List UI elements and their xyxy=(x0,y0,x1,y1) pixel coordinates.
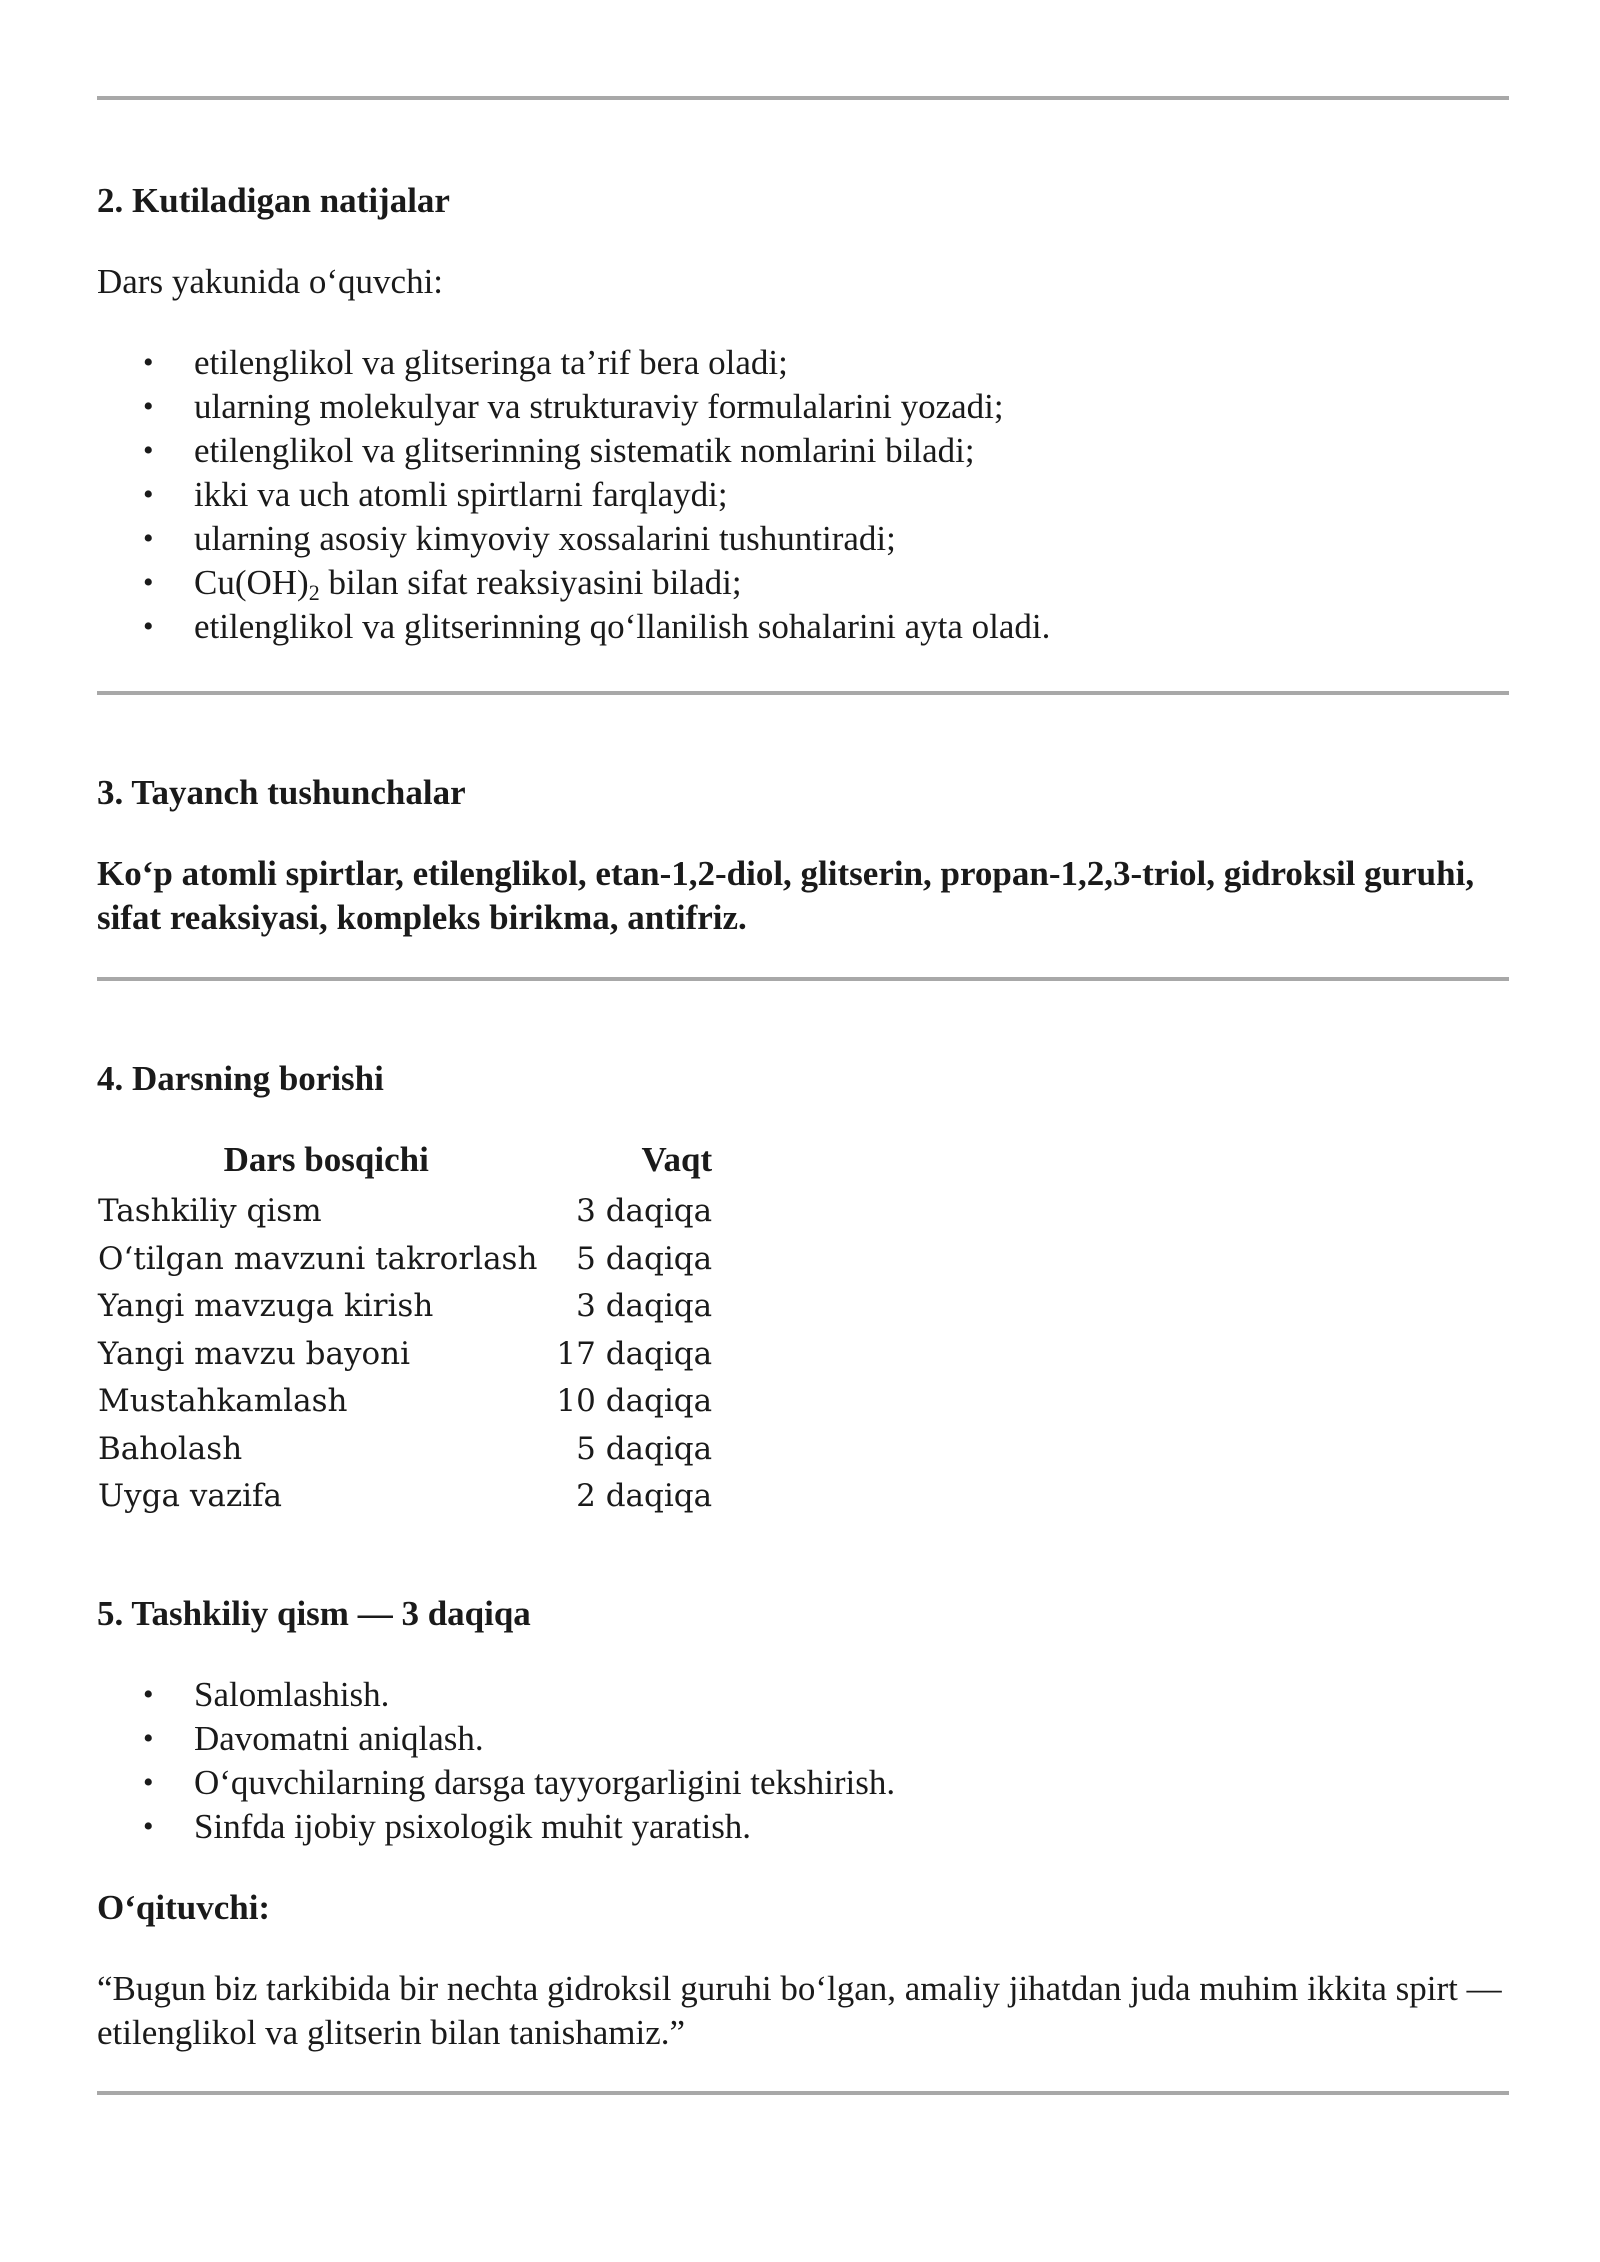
stage-cell: Baholash xyxy=(98,1430,243,1467)
list-item: • ularning molekulyar va strukturaviy formulalarini yozadi; xyxy=(97,385,1509,429)
lesson-schedule-table xyxy=(97,1138,713,1521)
table-row xyxy=(97,1378,713,1426)
section-2-heading: 2. Kutiladigan natijalar xyxy=(97,181,450,220)
horizontal-rule xyxy=(97,2091,1509,2095)
time-cell: 17 daqiqa xyxy=(556,1335,713,1372)
expected-results-list xyxy=(97,341,1509,649)
list-item xyxy=(97,561,1509,605)
horizontal-rule xyxy=(97,691,1509,695)
list-item: • O‘quvchilarning darsga tayyorgarligini tekshirish. xyxy=(97,1761,1509,1805)
teacher-quote: “Bugun biz tarkibida bir nechta gidroksil guruhi bo‘lgan, amaliy jihatdan juda muhim ikkita spirt — etilenglikol va glitserin bilan tanishamiz.” xyxy=(97,1968,1502,2052)
list-item: • Davomatni aniqlash. xyxy=(97,1717,1509,1761)
list-item: • etilenglikol va glitserinning qo‘llanilish sohalarini ayta oladi. xyxy=(97,605,1509,649)
table-row xyxy=(97,1236,713,1284)
time-cell: 2 daqiqa xyxy=(576,1478,713,1514)
time-cell: 5 daqiqa xyxy=(576,1240,713,1277)
time-cell: 3 daqiqa xyxy=(576,1193,713,1229)
section-2-intro: Dars yakunida o‘quvchi: xyxy=(97,262,444,301)
time-cell: 5 daqiqa xyxy=(576,1430,713,1467)
stage-cell: Yangi mavzu bayoni xyxy=(98,1335,411,1372)
time-cell: 3 daqiqa xyxy=(576,1288,713,1324)
key-terms: Ko‘p atomli spirtlar, etilenglikol, etan-1,2-diol, glitserin, propan-1,2,3-triol, gidroksil guruhi, sifat reaksiyasi, kompleks birikma, antifriz. xyxy=(97,854,1475,937)
horizontal-rule xyxy=(97,977,1509,981)
table-header-row xyxy=(97,1138,713,1188)
list-item: • ularning asosiy kimyoviy xossalarini tushuntiradi; xyxy=(97,517,1509,561)
list-item: • Sinfda ijobiy psixologik muhit yaratish. xyxy=(97,1805,1509,1849)
formula-subscript: 2 xyxy=(308,580,320,605)
time-cell: 10 daqiqa xyxy=(556,1383,713,1419)
list-item: • ikki va uch atomli spirtlarni farqlaydi; xyxy=(97,473,1509,517)
stage-cell: O‘tilgan mavzuni takrorlash xyxy=(98,1240,538,1277)
stage-cell: Tashkiliy qism xyxy=(98,1193,322,1229)
list-item: • Salomlashish. xyxy=(97,1673,1509,1717)
table-row xyxy=(97,1188,713,1236)
list-item-text: bilan sifat reaksiyasini biladi; xyxy=(319,563,742,602)
teacher-label: O‘qituvchi: xyxy=(97,1887,271,1927)
table-row xyxy=(97,1473,713,1521)
table-row xyxy=(97,1283,713,1331)
stage-cell: Yangi mavzuga kirish xyxy=(98,1288,434,1324)
list-item: • etilenglikol va glitseringa ta’rif bera oladi; xyxy=(97,341,1509,385)
stage-cell: Uyga vazifa xyxy=(98,1478,283,1514)
list-item: • etilenglikol va glitserinning sistematik nomlarini biladi; xyxy=(97,429,1509,473)
document-page xyxy=(97,0,1509,2095)
section-4-heading: 4. Darsning borishi xyxy=(97,1059,384,1098)
section-5-heading: 5. Tashkiliy qism — 3 daqiqa xyxy=(97,1593,531,1633)
organizational-steps-list xyxy=(97,1673,1509,1849)
table-row xyxy=(97,1426,713,1474)
stage-cell: Mustahkamlash xyxy=(98,1383,348,1419)
section-3-heading: 3. Tayanch tushunchalar xyxy=(97,773,466,812)
table-row xyxy=(97,1331,713,1379)
column-header-time: Vaqt xyxy=(641,1140,713,1179)
column-header-stage: Dars bosqichi xyxy=(223,1140,429,1179)
horizontal-rule xyxy=(97,96,1509,100)
formula: Cu(OH) xyxy=(194,563,309,602)
